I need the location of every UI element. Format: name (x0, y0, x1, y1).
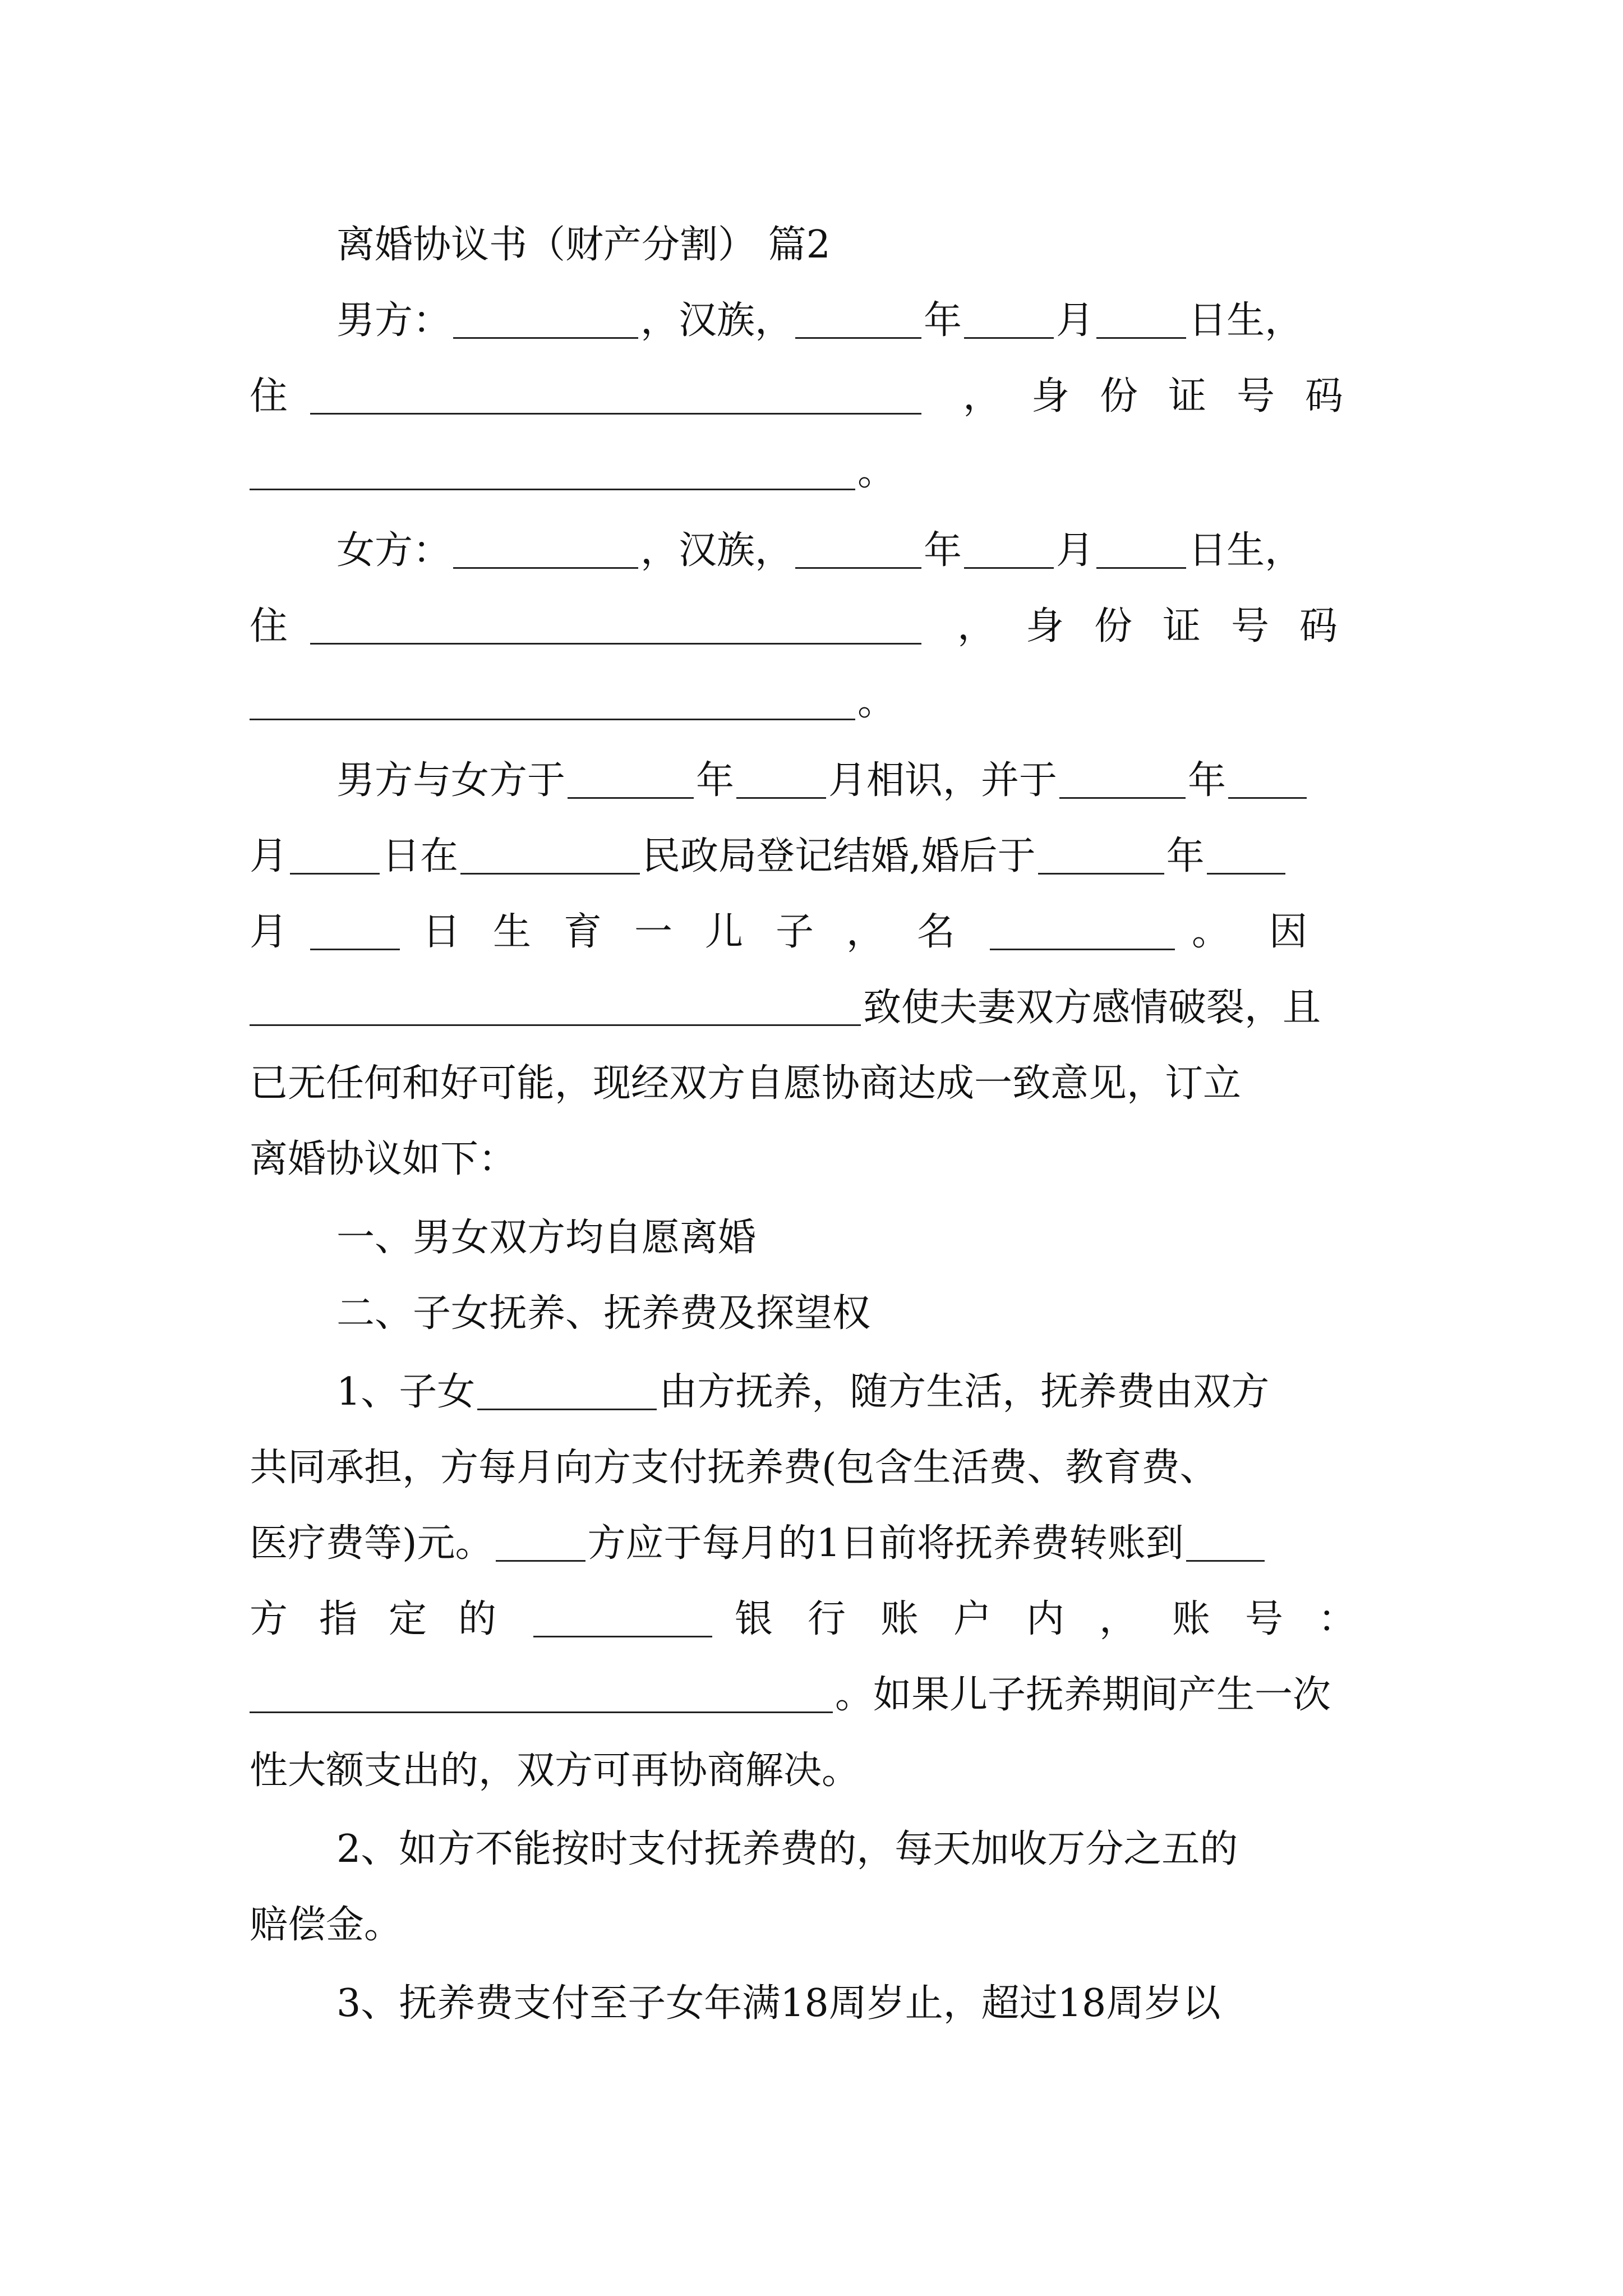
female-birth-month-blank (964, 533, 1054, 569)
male-line-3: 。 (250, 443, 1391, 501)
bank-name-blank (533, 1602, 712, 1637)
met-month-blank (736, 763, 826, 799)
reason-blank (250, 991, 861, 1026)
marriage-line-2: 月 日在 民政局登记结婚,婚后于 年 (250, 827, 1391, 886)
male-address-blank (310, 379, 921, 415)
item-1-line-1: 1、子女 由方抚养，随方生活，抚养费由双方 (336, 1370, 1270, 1414)
item-1-line-4: 方指定的 银行账户内，账号： (250, 1597, 1391, 1641)
marriage-line-5: 已无任何和好可能，现经双方自愿协商达成一致意见，订立 (250, 1061, 1242, 1106)
item-1-line-5: 。如果儿子抚养期间产生一次 (250, 1666, 1391, 1724)
marriage-line-3: 月 日生育一儿子，名 。因 (250, 910, 1347, 954)
item-1-line-3: 医疗费等)元。 方应于每月的1日前将抚养费转账到 (250, 1515, 1391, 1573)
met-year-blank (568, 763, 694, 799)
male-line-1: 男方： ，汉族， 年 月 日生， (336, 298, 1303, 343)
section-1-heading: 一、男女双方均自愿离婚 (336, 1216, 757, 1260)
item-3-line-1: 3、抚养费支付至子女年满18周岁止，超过18周岁以 (336, 1981, 1221, 2026)
female-birth-day-blank (1096, 533, 1186, 569)
item-2-line-2: 赔偿金。 (250, 1903, 403, 1947)
male-name-blank (453, 303, 638, 339)
female-address-blank (310, 609, 921, 645)
female-id-blank (250, 685, 855, 720)
married-year-blank (1059, 763, 1186, 799)
item-1-line-2: 共同承担，方每月向方支付抚养费(包含生活费、教育费、 (250, 1446, 1218, 1490)
account-number-blank (250, 1678, 833, 1713)
child-birth-month-blank (1207, 839, 1285, 875)
married-day-blank (290, 839, 380, 875)
payer-blank (496, 1526, 585, 1562)
civil-affairs-bureau-blank (460, 839, 640, 875)
male-birth-year-blank (795, 303, 921, 339)
male-birth-day-blank (1096, 303, 1186, 339)
marriage-line-1: 男方与女方于 年 月相识，并于 年 (336, 752, 1391, 810)
female-name-blank (453, 533, 638, 569)
male-birth-month-blank (964, 303, 1054, 339)
marriage-line-4: 致使夫妻双方感情破裂，且 (250, 979, 1391, 1037)
item-1-line-6: 性大额支出的，双方可再协商解决。 (250, 1749, 860, 1793)
female-line-2: 住 ，身份证号码 (250, 604, 1368, 648)
married-month-blank (1228, 763, 1307, 799)
item-2-line-1: 2、如方不能按时支付抚养费的，每天加收万分之五的 (336, 1827, 1238, 1871)
custody-child-blank (477, 1375, 657, 1410)
child-name-blank (990, 915, 1175, 950)
section-2-heading: 二、子女抚养、抚养费及探望权 (336, 1291, 871, 1336)
document-title (336, 216, 1391, 274)
title-text: 离婚协议书（财产分割） 篇2 (336, 223, 831, 267)
female-birth-year-blank (795, 533, 921, 569)
payee-blank (1186, 1526, 1265, 1562)
male-line-2: 住 ，身份证号码 (250, 374, 1374, 418)
child-birth-day-blank (310, 915, 400, 950)
marriage-line-6: 离婚协议如下： (250, 1137, 517, 1181)
female-line-3: 。 (250, 673, 1391, 731)
child-birth-year-blank (1038, 839, 1164, 875)
female-line-1: 女方： ，汉族， 年 月 日生， (336, 528, 1303, 573)
male-id-blank (250, 455, 855, 490)
